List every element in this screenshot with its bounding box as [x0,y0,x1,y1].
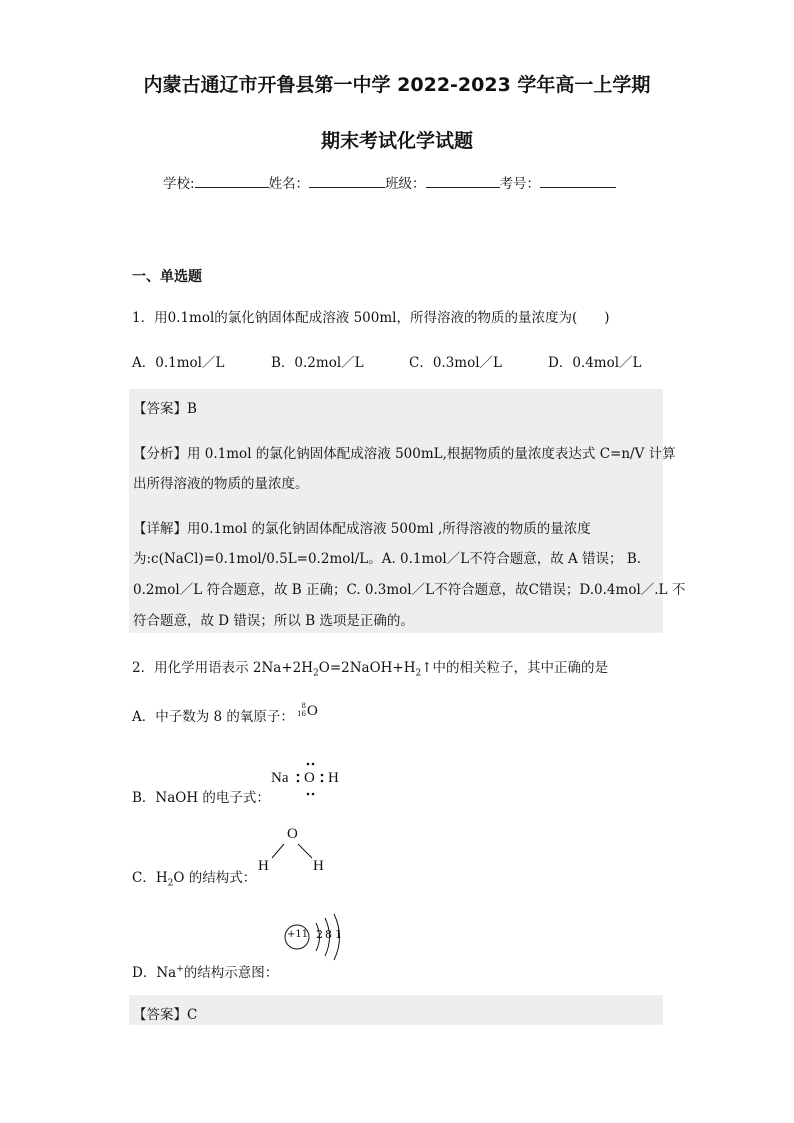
q2-option-d-pre: D．Na [132,965,177,981]
q2-option-c-post: O 的结构式： [173,870,257,886]
q1-stem: 1．用0.1mol的氯化钠固体配成溶液 500ml，所得溶液的物质的量浓度为( ) [132,310,610,326]
q2-option-a-text: A．中子数为 8 的氧原子： [132,709,294,725]
q2-option-d-post: 的结构示意图： [183,965,279,981]
class-label: 班级： [385,176,426,192]
water-o-symbol: O [287,826,298,842]
q1-detail-line-4: 符合题意，故 D 错误；所以 B 选项是正确的。 [133,613,414,629]
q1-analysis-line-1: 【分析】用 0.1mol 的氯化钠固体配成溶液 500mL,根据物质的量浓度表达式 C=n/V 计算 [133,446,676,462]
q2-option-a-atomic-number: 16 [297,710,306,718]
sodium-shell-1-count: 2 [316,928,323,941]
q1-option-c: C．0.3mol／L [409,355,503,371]
q2-option-c-pre: C．H [132,870,168,886]
number-label: 考号： [499,176,541,192]
student-info-row [163,172,616,192]
q2-stem-post: ↑中的相关粒子，其中正确的是 [421,660,609,676]
sodium-shell-3-count: 1 [335,928,342,941]
section-heading: 一、单选题 [132,269,202,285]
water-h-symbol-left: H [258,858,269,874]
number-blank[interactable] [540,174,616,188]
q2-option-b: B．NaOH 的电子式： [132,790,270,806]
q2-option-a [132,705,294,725]
naoh-o-symbol: O [304,770,315,786]
q1-detail-line-1: 【详解】用0.1mol 的氯化钠固体配成溶液 500ml ,所得溶液的物质的量浓度 [133,521,591,537]
q2-stem-pre: 2．用化学用语表示 2Na+2H [132,660,314,676]
q2-option-c [132,866,257,889]
q2-option-a-mass-number: 8 [301,702,306,710]
naoh-na-symbol: Na [271,770,289,786]
q2-answer-box [129,995,663,1025]
sodium-nucleus-charge: +11 [287,929,309,940]
q2-stem-sub-2: 2 [415,668,422,679]
q1-option-b: B．0.2mol／L [271,355,364,371]
q2-option-a-element: O [307,703,318,719]
naoh-electron-dots [290,760,330,800]
q1-detail-line-3: 0.2mol／L 符合题意，故 B 正确；C. 0.3mol／L不符合题意，故C错误；D.0.4mol／.L 不 [133,582,686,598]
name-blank[interactable] [309,174,385,188]
q2-option-c-sub: 2 [167,878,174,889]
title-line-2: 期末考试化学试题 [320,130,473,152]
q1-detail-line-2: 为:c(NaCl)=0.1mol/0.5L=0.2mol/L。A. 0.1mol／L不符合题意，故 A 错误； B. [133,551,642,567]
q2-option-d [132,961,278,981]
water-bond-lines [262,840,322,862]
title-line-1: 内蒙古通辽市开鲁县第一中学 2022-2023 学年高一上学期 [143,74,651,96]
naoh-h-symbol: H [328,770,339,786]
q2-stem [132,656,609,679]
q2-stem-sub-1: 2 [313,668,319,679]
q1-analysis-line-2: 出所得溶液的物质的量浓度。 [133,476,309,492]
q2-option-d-sup: + [176,964,184,975]
q2-answer: 【答案】C [133,1007,198,1023]
school-label: 学校: [163,176,195,192]
q1-answer: 【答案】B [133,401,197,417]
school-blank[interactable] [195,174,269,188]
class-blank[interactable] [426,174,500,188]
q1-answer-box [129,389,686,633]
q2-stem-mid: O=2NaOH+H [318,660,416,676]
water-h-symbol-right: H [313,858,324,874]
q1-option-a: A．0.1mol／L [132,355,225,371]
q1-option-d: D．0.4mol／L [548,355,642,371]
name-label: 姓名： [268,176,310,192]
sodium-shell-2-count: 8 [325,928,332,941]
